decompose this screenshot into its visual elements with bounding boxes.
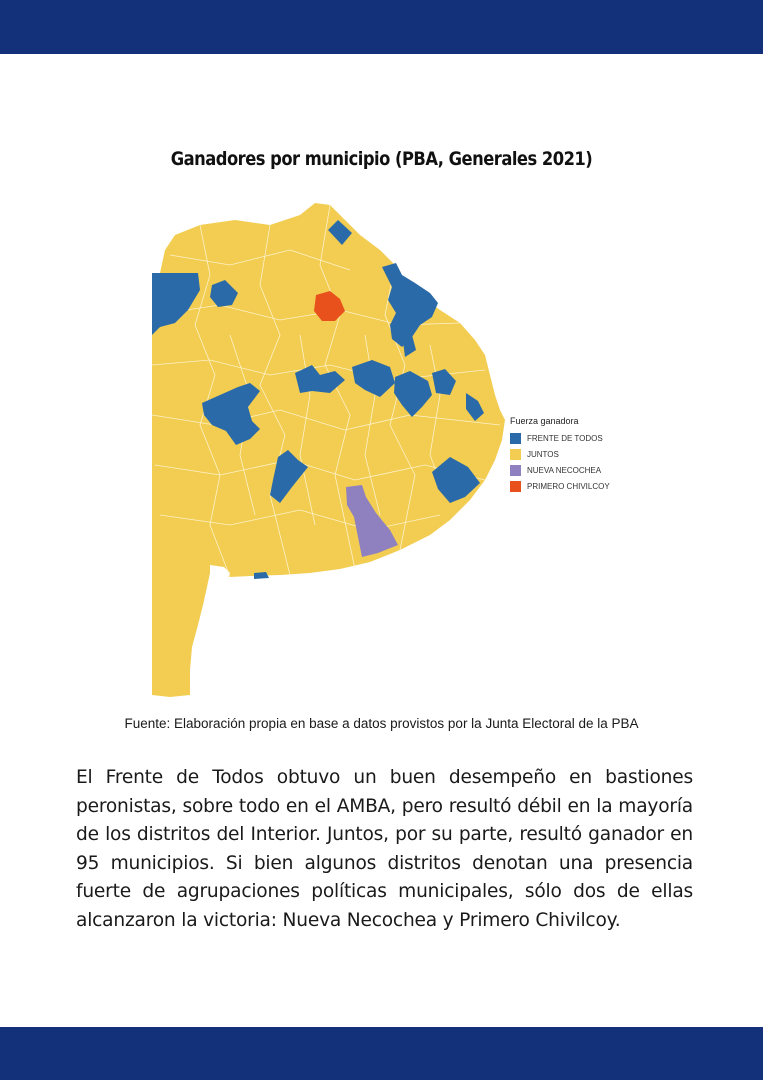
legend-label: JUNTOS — [527, 449, 559, 459]
legend-item-frente-de-todos — [510, 430, 610, 446]
legend-label: FRENTE DE TODOS — [527, 433, 603, 443]
legend-item-primero-chivilcoy — [510, 478, 610, 494]
legend-swatch — [510, 481, 521, 492]
province-map — [140, 195, 510, 705]
top-band — [0, 0, 763, 54]
bottom-band — [0, 1027, 763, 1080]
legend-label: PRIMERO CHIVILCOY — [527, 481, 610, 491]
source-note: Fuente: Elaboración propia en base a datos provistos por la Junta Electoral de la PBA — [124, 716, 639, 731]
map-legend — [510, 416, 610, 494]
body-paragraph: El Frente de Todos obtuvo un buen desempeño en bastiones peronistas, sobre todo en el AMBA, pero resultó débil en la mayoría de los distritos del Interior. Juntos, por su parte, resultó ganador en 95 municipios. Si bien algunos distritos denotan una presencia fuerte de agrupaciones políticas municipales, sólo dos de ellas alcanzaron la victoria: Nueva Necochea y Primero Chivilcoy. — [76, 767, 693, 931]
legend-swatch — [510, 449, 521, 460]
legend-item-juntos — [510, 446, 610, 462]
legend-title: Fuerza ganadora — [510, 416, 579, 426]
legend-label: NUEVA NECOCHEA — [527, 465, 602, 475]
province-shape — [152, 203, 505, 697]
legend-swatch — [510, 433, 521, 444]
map-title: Ganadores por municipio (PBA, Generales 2021) — [170, 148, 593, 170]
legend-swatch — [510, 465, 521, 476]
legend-item-nueva-necochea — [510, 462, 610, 478]
